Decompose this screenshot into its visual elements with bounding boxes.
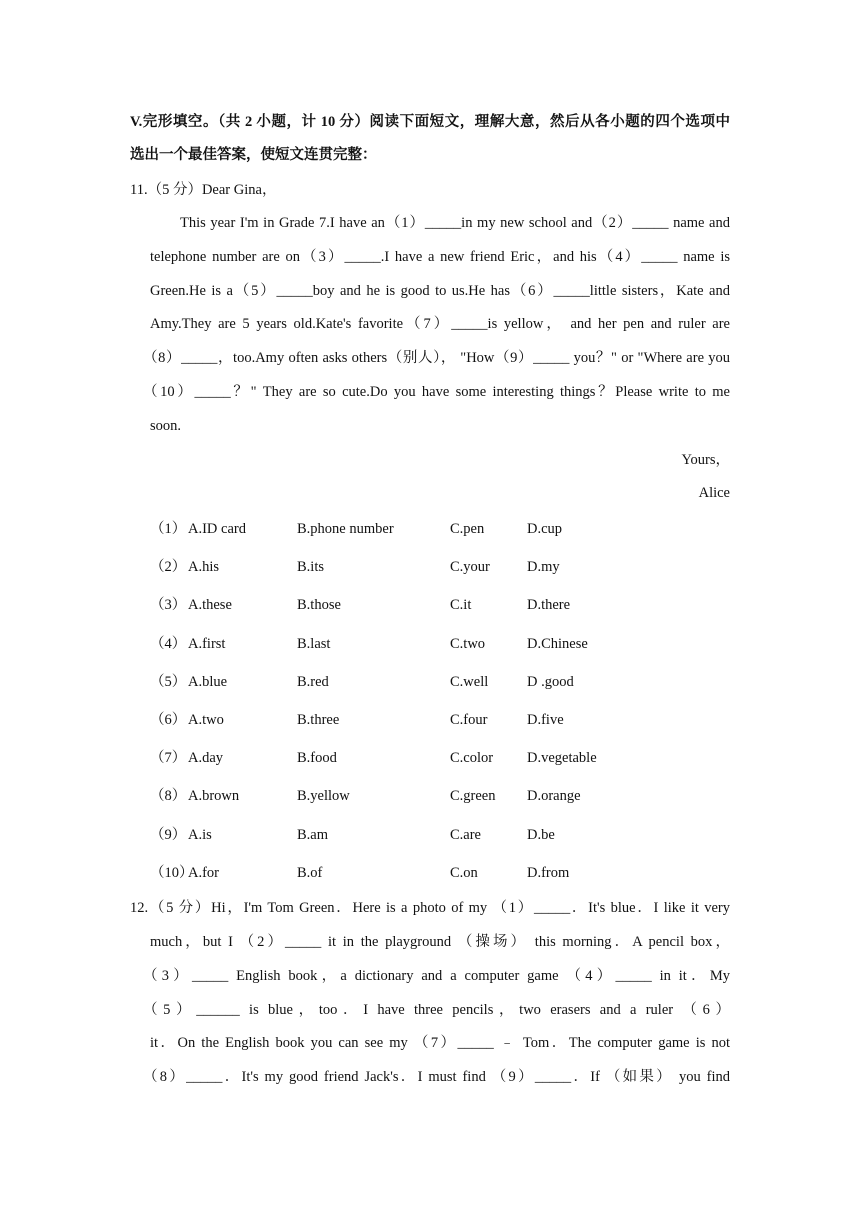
q12-text-line-2: much，but I （2）_____ it in the playground （操场） this morning．A pencil box， bbox=[150, 934, 730, 950]
option-d: D.there bbox=[527, 597, 571, 614]
option-a: A.for bbox=[188, 864, 220, 881]
option-c: C.are bbox=[450, 826, 481, 843]
q11-text-line-4: Amy.They are 5 years old.Kate's favorite（7）_____is yellow， and her pen and ruler are bbox=[150, 316, 730, 332]
option-c: C.your bbox=[450, 559, 490, 576]
option-a: A.ID card bbox=[188, 521, 246, 537]
option-d: D.be bbox=[527, 826, 555, 843]
q11-text-line-5: （8）_____，too.Amy often asks others（别人）， "How（9）_____ you？" or "Where are you bbox=[143, 350, 730, 366]
option-number: （7） bbox=[150, 750, 187, 767]
option-a: A.his bbox=[188, 559, 220, 576]
option-b: B.its bbox=[297, 559, 324, 576]
q12-text-line-6: （8）_____．It's my good friend Jack's．I must find （9）_____．If （如果） you find bbox=[143, 1069, 730, 1085]
q11-text-line-7: soon. bbox=[150, 418, 182, 434]
q11-text-line-2: telephone number are on（3）_____.I have a new friend Eric，and his（4）_____ name is bbox=[150, 249, 730, 265]
q11-text-line-3: Green.He is a（5）_____boy and he is good to us.He has（6）_____little sisters，Kate and bbox=[150, 283, 730, 299]
option-number: （1） bbox=[150, 521, 187, 537]
option-b: B.red bbox=[297, 673, 329, 690]
option-d: D.Chinese bbox=[527, 635, 588, 652]
q11-header: 11.（5 分）Dear Gina， bbox=[130, 182, 277, 198]
option-a: A.first bbox=[188, 635, 226, 652]
option-a: A.day bbox=[188, 750, 224, 767]
section-heading-line-2: 选出一个最佳答案，使短文连贯完整： bbox=[130, 147, 377, 163]
q11-closing: Yours， bbox=[681, 452, 730, 468]
option-b: B.last bbox=[297, 635, 331, 652]
option-a: A.blue bbox=[188, 673, 228, 690]
option-c: C.on bbox=[450, 864, 478, 881]
option-b: B.am bbox=[297, 826, 329, 843]
option-a: A.two bbox=[188, 712, 224, 728]
option-d: D.vegetable bbox=[527, 750, 597, 767]
option-c: C.color bbox=[450, 750, 494, 767]
option-d: D .good bbox=[527, 673, 574, 690]
option-d: D.orange bbox=[527, 788, 581, 805]
q11-text-line-1: This year I'm in Grade 7.I have an（1）_____in my new school and（2）_____ name and bbox=[180, 215, 730, 231]
option-c: C.two bbox=[450, 635, 486, 652]
option-b: B.those bbox=[297, 597, 341, 614]
option-c: C.it bbox=[450, 597, 472, 614]
option-d: D.five bbox=[527, 712, 564, 728]
option-number: （9） bbox=[150, 826, 187, 843]
option-a: A.these bbox=[188, 597, 232, 614]
option-d: D.cup bbox=[527, 521, 563, 537]
q11-text-line-6: （10）_____？" They are so cute.Do you have some interesting things？Please write to me bbox=[143, 384, 730, 400]
q11-signature: Alice bbox=[698, 485, 730, 501]
q12-text-line-5: it．On the English book you can see my （7）_____ ﹣ Tom．The computer game is not bbox=[150, 1035, 730, 1051]
option-b: B.phone number bbox=[297, 521, 394, 537]
option-a: A.brown bbox=[188, 788, 240, 805]
option-a: A.is bbox=[188, 826, 212, 843]
option-number: （4） bbox=[150, 635, 187, 652]
q12-text-line-4: （5）______ is blue，too．I have three pencils，two erasers and a ruler （6） bbox=[143, 1002, 730, 1018]
option-number: （8） bbox=[150, 788, 187, 805]
option-c: C.well bbox=[450, 673, 489, 690]
option-d: D.from bbox=[527, 864, 570, 881]
option-number: （10） bbox=[150, 864, 194, 881]
option-c: C.green bbox=[450, 788, 496, 805]
section-heading-line-1: V.完形填空。（共 2 小题，计 10 分）阅读下面短文，理解大意，然后从各小题的四个选项中 bbox=[130, 114, 730, 130]
option-b: B.of bbox=[297, 864, 323, 881]
option-b: B.food bbox=[297, 750, 337, 767]
option-b: B.yellow bbox=[297, 788, 350, 805]
option-c: C.pen bbox=[450, 521, 485, 537]
option-b: B.three bbox=[297, 712, 340, 728]
option-d: D.my bbox=[527, 559, 560, 576]
option-number: （6） bbox=[150, 712, 187, 728]
option-number: （3） bbox=[150, 597, 187, 614]
option-number: （5） bbox=[150, 673, 187, 690]
q12-text-line-3: （3）_____ English book，a dictionary and a computer game （4）_____ in it．My bbox=[143, 968, 730, 984]
q12-text-line-1: 12.（5 分）Hi，I'm Tom Green．Here is a photo of my （1）_____．It's blue．I like it very bbox=[130, 900, 730, 916]
option-c: C.four bbox=[450, 712, 488, 728]
option-number: （2） bbox=[150, 559, 187, 576]
